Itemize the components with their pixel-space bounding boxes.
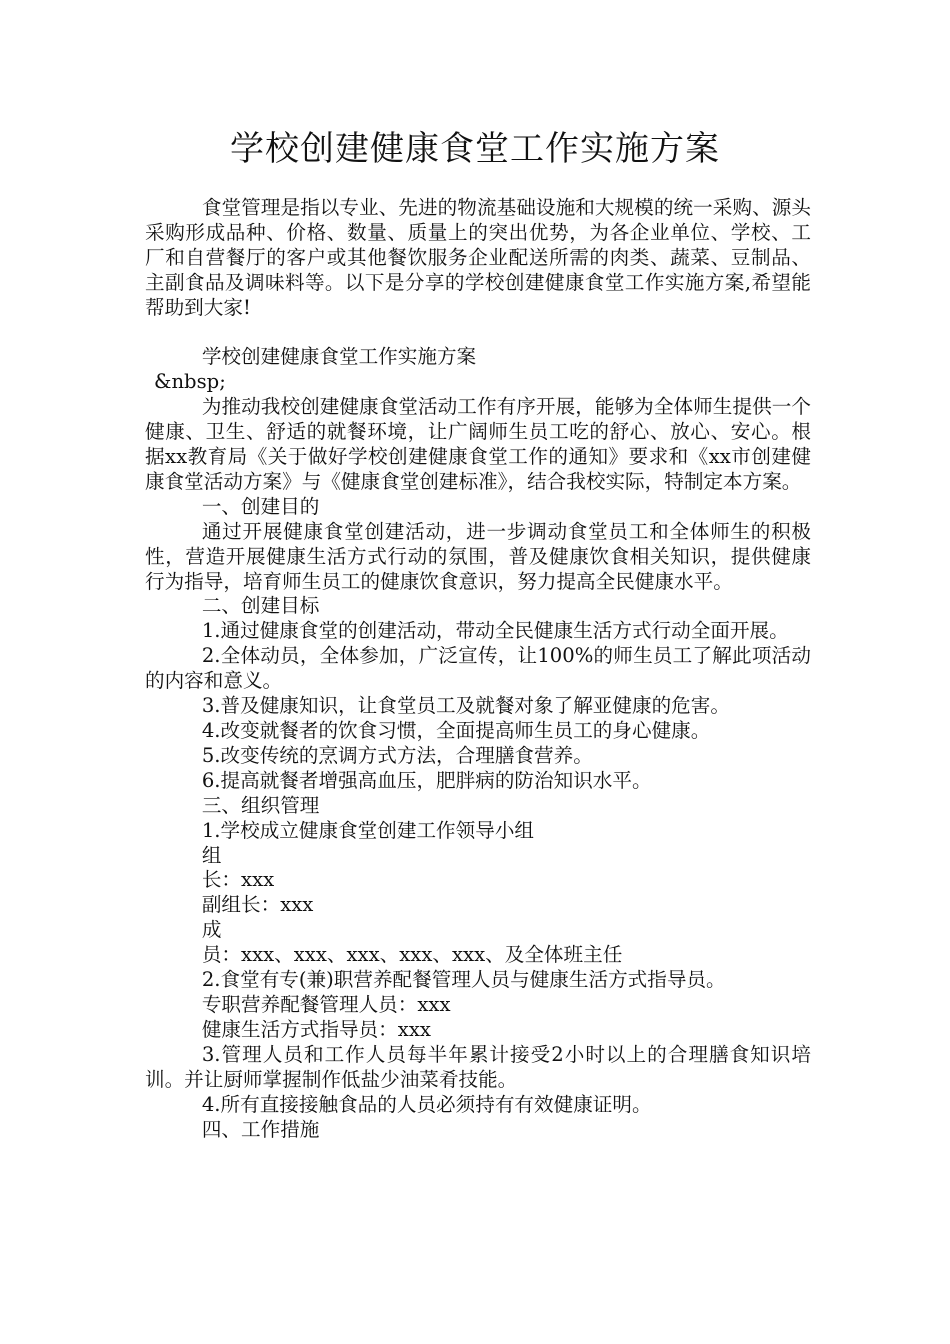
- purpose-paragraph: 通过开展健康食堂创建活动，进一步调动食堂员工和全体师生的积极性，营造开展健康生活方式行动的氛围，普及健康饮食相关知识，提供健康行为指导，培育师生员工的健康饮食意识，努力提高全民健康水平。: [145, 519, 811, 593]
- org-leader-label-b: 长：xxx: [201, 868, 275, 892]
- org-leader-label-a: 组: [201, 843, 222, 867]
- section-heading-goals: 二、创建目标: [201, 594, 320, 618]
- org-member-label-a: 成: [201, 918, 222, 942]
- goal-item-5: 5.改变传统的烹调方式方法，合理膳食营养。: [201, 743, 593, 767]
- intro-paragraph: 食堂管理是指以专业、先进的物流基础设施和大规模的统一采购、源头采购形成品种、价格、数量、质量上的突出优势，为各企业单位、学校、工厂和自营餐厅的客户或其他餐饮服务企业配送所需的肉类、蔬菜、豆制品、主副食品及调味料等。以下是分享的学校创建健康食堂工作实施方案,希望能帮助到大家!: [145, 196, 811, 319]
- blank-line: [145, 321, 811, 346]
- background-paragraph: 为推动我校创建健康食堂活动工作有序开展，能够为全体师生提供一个健康、卫生、舒适的就餐环境，让广阔师生员工吃的舒心、放心、安心。根据xx教育局《关于做好学校创建健康食堂工作的通知》要求和《xx市创建健康食堂活动方案》与《健康食堂创建标准》，结合我校实际，特制定本方案。: [145, 395, 811, 493]
- nbsp-artifact-line: &nbsp;: [154, 370, 226, 394]
- document-body: [145, 196, 811, 1142]
- goal-item-2: 2.全体动员，全体参加，广泛宣传，让100%的师生员工了解此项活动的内容和意义。: [145, 644, 811, 693]
- goal-item-4: 4.改变就餐者的饮食习惯，全面提高师生员工的身心健康。: [201, 719, 711, 743]
- org-item-1: 1.学校成立健康食堂创建工作领导小组: [201, 818, 535, 842]
- nutrition-manager: 专职营养配餐管理人员：xxx: [201, 992, 451, 1016]
- goal-item-6: 6.提高就餐者增强高血压，肥胖病的防治知识水平。: [201, 768, 652, 792]
- org-member-label-b: 员：xxx、xxx、xxx、xxx、xxx、及全体班主任: [201, 943, 623, 967]
- goal-item-1: 1.通过健康食堂的创建活动，带动全民健康生活方式行动全面开展。: [201, 619, 789, 643]
- lifestyle-instructor: 健康生活方式指导员：xxx: [201, 1017, 431, 1041]
- section-heading-organization: 三、组织管理: [201, 793, 320, 817]
- org-deputy-leader: 副组长：xxx: [201, 893, 314, 917]
- org-item-3: 3.管理人员和工作人员每半年累计接受2小时以上的合理膳食知识培训。并让厨师掌握制作低盐少油菜肴技能。: [145, 1042, 811, 1091]
- org-item-2: 2.食堂有专(兼)职营养配餐管理人员与健康生活方式指导员。: [201, 968, 726, 992]
- goal-item-3: 3.普及健康知识，让食堂员工及就餐对象了解亚健康的危害。: [201, 694, 730, 718]
- section-heading-measures: 四、工作措施: [201, 1117, 320, 1141]
- document-title: 学校创建健康食堂工作实施方案: [230, 129, 720, 169]
- subtitle-line: 学校创建健康食堂工作实施方案: [201, 345, 477, 369]
- org-item-4: 4.所有直接接触食品的人员必须持有有效健康证明。: [201, 1092, 652, 1116]
- section-heading-purpose: 一、创建目的: [201, 494, 320, 518]
